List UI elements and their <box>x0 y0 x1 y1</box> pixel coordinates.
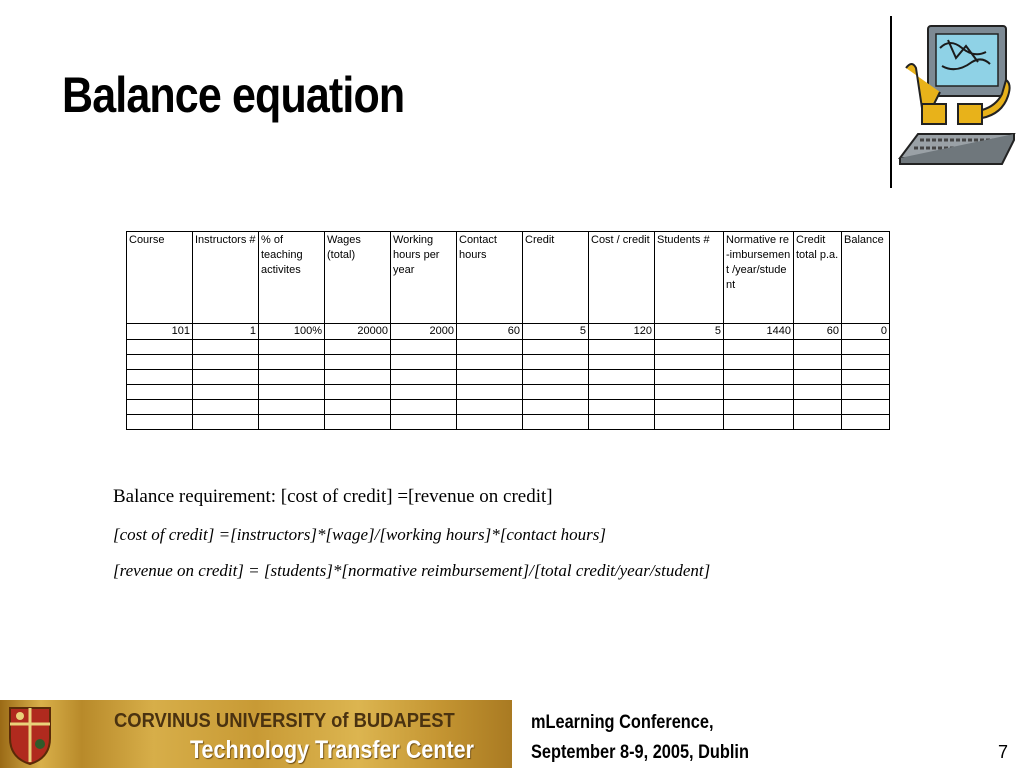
table-cell <box>127 385 193 400</box>
table-cell <box>842 385 890 400</box>
conference-info <box>531 708 749 768</box>
table-cell <box>842 340 890 355</box>
table-cell <box>193 415 259 430</box>
empty-rows <box>127 340 890 430</box>
table-cell <box>391 385 457 400</box>
table-cell <box>794 355 842 370</box>
table-cell <box>325 415 391 430</box>
table-cell <box>589 370 655 385</box>
balance-requirement: Balance requirement: [cost of credit] =[revenue on credit] <box>113 486 553 507</box>
table-cell <box>127 370 193 385</box>
table-cell <box>655 415 724 430</box>
table-cell <box>842 415 890 430</box>
table-cell <box>259 370 325 385</box>
table-cell <box>724 340 794 355</box>
table-row <box>127 355 890 370</box>
table-cell: 0 <box>842 324 890 340</box>
conference-line-2: September 8-9, 2005, Dublin <box>531 742 749 763</box>
table-cell <box>794 370 842 385</box>
header-cell: Course <box>127 232 193 324</box>
vertical-divider <box>890 16 892 188</box>
table-cell <box>457 340 523 355</box>
cost-formula: [cost of credit] =[instructors]*[wage]/[working hours]*[contact hours] <box>113 525 607 544</box>
header-cell: Normative re-imbursement /year/student <box>724 232 794 324</box>
table-cell <box>523 355 589 370</box>
crest-icon <box>6 704 54 766</box>
table-cell <box>523 385 589 400</box>
table-cell <box>259 400 325 415</box>
slide-title: Balance equation <box>62 67 405 123</box>
table-row <box>127 400 890 415</box>
table-cell <box>127 400 193 415</box>
table-cell <box>325 370 391 385</box>
table-cell: 20000 <box>325 324 391 340</box>
table-cell <box>391 340 457 355</box>
table-cell <box>589 400 655 415</box>
table-row <box>127 385 890 400</box>
table-cell <box>724 355 794 370</box>
table-cell <box>457 400 523 415</box>
header-cell: Wages (total) <box>325 232 391 324</box>
table-row <box>127 415 890 430</box>
table-header-row <box>127 232 890 324</box>
table-cell <box>259 415 325 430</box>
table-cell <box>193 400 259 415</box>
header-cell: Contact hours <box>457 232 523 324</box>
table-cell <box>457 355 523 370</box>
table-cell <box>259 385 325 400</box>
page-number: 7 <box>998 742 1009 762</box>
center-name: Technology Transfer Center <box>190 736 474 764</box>
university-banner <box>0 700 512 768</box>
table-cell <box>193 370 259 385</box>
table-cell <box>325 340 391 355</box>
table-cell <box>794 415 842 430</box>
table-cell <box>325 355 391 370</box>
table-cell <box>325 385 391 400</box>
table-cell <box>724 385 794 400</box>
table-cell <box>794 400 842 415</box>
computer-logo-icon <box>898 18 1018 178</box>
table-cell <box>325 400 391 415</box>
table-cell <box>127 340 193 355</box>
table-cell <box>391 355 457 370</box>
table-cell <box>523 400 589 415</box>
table-row <box>127 324 890 340</box>
table-row <box>127 370 890 385</box>
table-cell <box>655 400 724 415</box>
table-cell <box>259 355 325 370</box>
table-cell <box>589 385 655 400</box>
table-cell <box>655 355 724 370</box>
table-cell: 60 <box>457 324 523 340</box>
table-cell: 1 <box>193 324 259 340</box>
table-cell <box>842 400 890 415</box>
table-cell <box>655 385 724 400</box>
header-cell: Credit <box>523 232 589 324</box>
table-cell: 5 <box>655 324 724 340</box>
table-cell: 120 <box>589 324 655 340</box>
balance-table <box>126 231 890 430</box>
table-cell <box>724 400 794 415</box>
table-cell <box>391 415 457 430</box>
header-cell: Credit total p.a. <box>794 232 842 324</box>
table-cell <box>724 415 794 430</box>
table-cell <box>523 415 589 430</box>
header-cell: % of teaching activites <box>259 232 325 324</box>
table-cell <box>193 340 259 355</box>
table-cell <box>794 340 842 355</box>
table-cell <box>127 355 193 370</box>
table-cell <box>391 400 457 415</box>
table-cell <box>193 385 259 400</box>
table-cell: 100% <box>259 324 325 340</box>
table-cell <box>842 355 890 370</box>
university-name: CORVINUS UNIVERSITY of BUDAPEST <box>114 710 455 732</box>
table-cell <box>589 415 655 430</box>
table-cell: 5 <box>523 324 589 340</box>
header-cell: Instructors # <box>193 232 259 324</box>
header-cell: Balance <box>842 232 890 324</box>
header-cell: Working hours per year <box>391 232 457 324</box>
revenue-formula: [revenue on credit] = [students]*[normative reimbursement]/[total credit/year/student] <box>113 561 711 580</box>
table-cell: 60 <box>794 324 842 340</box>
table-cell <box>457 385 523 400</box>
conference-line-1: mLearning Conference, <box>531 712 714 733</box>
table-cell <box>193 355 259 370</box>
table-cell <box>457 415 523 430</box>
table-cell <box>724 370 794 385</box>
header-cell: Students # <box>655 232 724 324</box>
table-row <box>127 340 890 355</box>
table-cell <box>127 415 193 430</box>
table-cell <box>259 340 325 355</box>
table-cell <box>457 370 523 385</box>
table-cell: 2000 <box>391 324 457 340</box>
table-cell <box>655 340 724 355</box>
table-cell <box>589 340 655 355</box>
table-cell <box>391 370 457 385</box>
table-cell: 1440 <box>724 324 794 340</box>
table-cell <box>794 385 842 400</box>
table-cell <box>842 370 890 385</box>
table-cell: 101 <box>127 324 193 340</box>
table-cell <box>523 340 589 355</box>
table-cell <box>655 370 724 385</box>
table-cell <box>523 370 589 385</box>
table-cell <box>589 355 655 370</box>
header-cell: Cost / credit <box>589 232 655 324</box>
